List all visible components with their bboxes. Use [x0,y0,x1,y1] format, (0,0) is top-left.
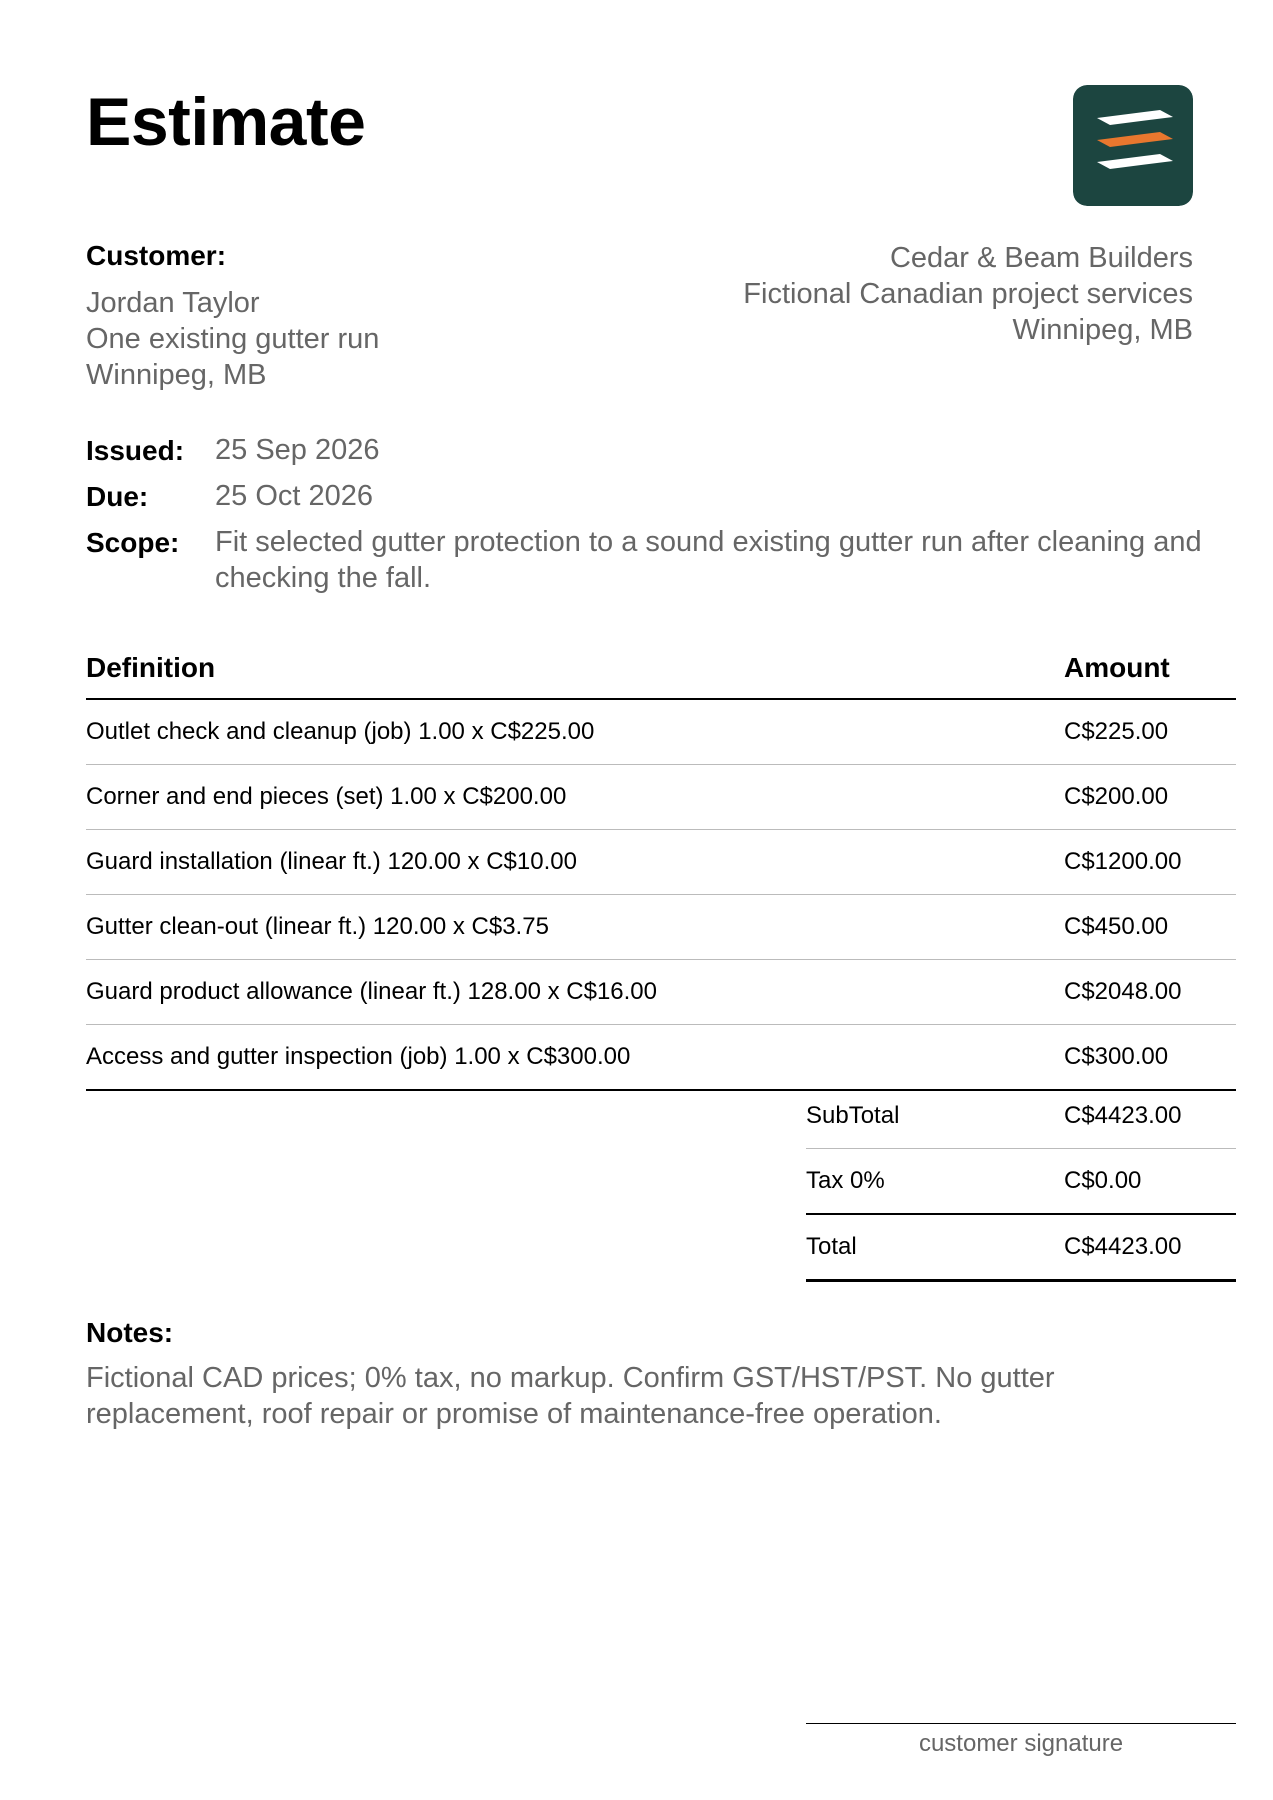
total-value: C$4423.00 [1064,1233,1182,1260]
table-row [86,1025,1236,1091]
subtotal-label: SubTotal [806,1102,900,1129]
notes-label: Notes: [86,1317,174,1348]
issued-label: Issued: [86,435,185,466]
table-row [86,699,1236,765]
line-items-table [86,652,1236,1091]
totals-block [806,1084,1236,1282]
item-amount: C$2048.00 [1064,960,1236,1025]
tax-label: Tax 0% [806,1167,885,1194]
item-definition: Gutter clean-out (linear ft.) 120.00 x C$3.75 [86,895,1064,960]
company-city: Winnipeg, MB [1012,314,1193,346]
scope-label: Scope: [86,527,180,558]
item-definition: Guard installation (linear ft.) 120.00 x C$10.00 [86,830,1064,895]
item-amount: C$450.00 [1064,895,1236,960]
customer-label: Customer: [86,240,227,271]
amount-header: Amount [1064,652,1236,699]
customer-name: Jordan Taylor [86,287,260,319]
table-row [86,960,1236,1025]
customer-address: One existing gutter run [86,323,380,355]
subtotal-value: C$4423.00 [1064,1102,1182,1129]
customer-city: Winnipeg, MB [86,359,267,391]
item-definition: Corner and end pieces (set) 1.00 x C$200.00 [86,765,1064,830]
signature-label: customer signature [918,1730,1124,1757]
issued-date: 25 Sep 2026 [215,434,380,466]
company-block [743,240,1193,348]
item-amount: C$1200.00 [1064,830,1236,895]
notes-text: Fictional CAD prices; 0% tax, no markup. Confirm GST/HST/PST. No gutter replacement, roof repair or promise of maintenance-free operation. [86,1362,1055,1430]
total-row [806,1215,1236,1282]
customer-block [86,285,379,393]
item-definition: Access and gutter inspection (job) 1.00 x C$300.00 [86,1025,1064,1091]
item-amount: C$300.00 [1064,1025,1236,1091]
total-label: Total [806,1233,857,1260]
stacked-planks-logo-icon [1073,85,1193,206]
table-row [86,765,1236,830]
table-row [86,895,1236,960]
table-row [86,830,1236,895]
tax-row [806,1149,1236,1215]
due-label: Due: [86,481,149,512]
item-definition: Outlet check and cleanup (job) 1.00 x C$225.00 [86,699,1064,765]
company-tagline: Fictional Canadian project services [743,278,1193,310]
signature-line [806,1723,1236,1724]
scope-text: Fit selected gutter protection to a sound existing gutter run after cleaning and checking the fall. [215,526,1202,594]
tax-value: C$0.00 [1064,1167,1142,1194]
definition-header: Definition [86,652,1064,699]
due-date: 25 Oct 2026 [215,480,373,512]
item-amount: C$200.00 [1064,765,1236,830]
table-header-row [86,652,1236,699]
item-definition: Guard product allowance (linear ft.) 128.00 x C$16.00 [86,960,1064,1025]
company-name: Cedar & Beam Builders [889,242,1193,274]
page-title: Estimate [86,84,366,160]
subtotal-row [806,1084,1236,1149]
item-amount: C$225.00 [1064,699,1236,765]
